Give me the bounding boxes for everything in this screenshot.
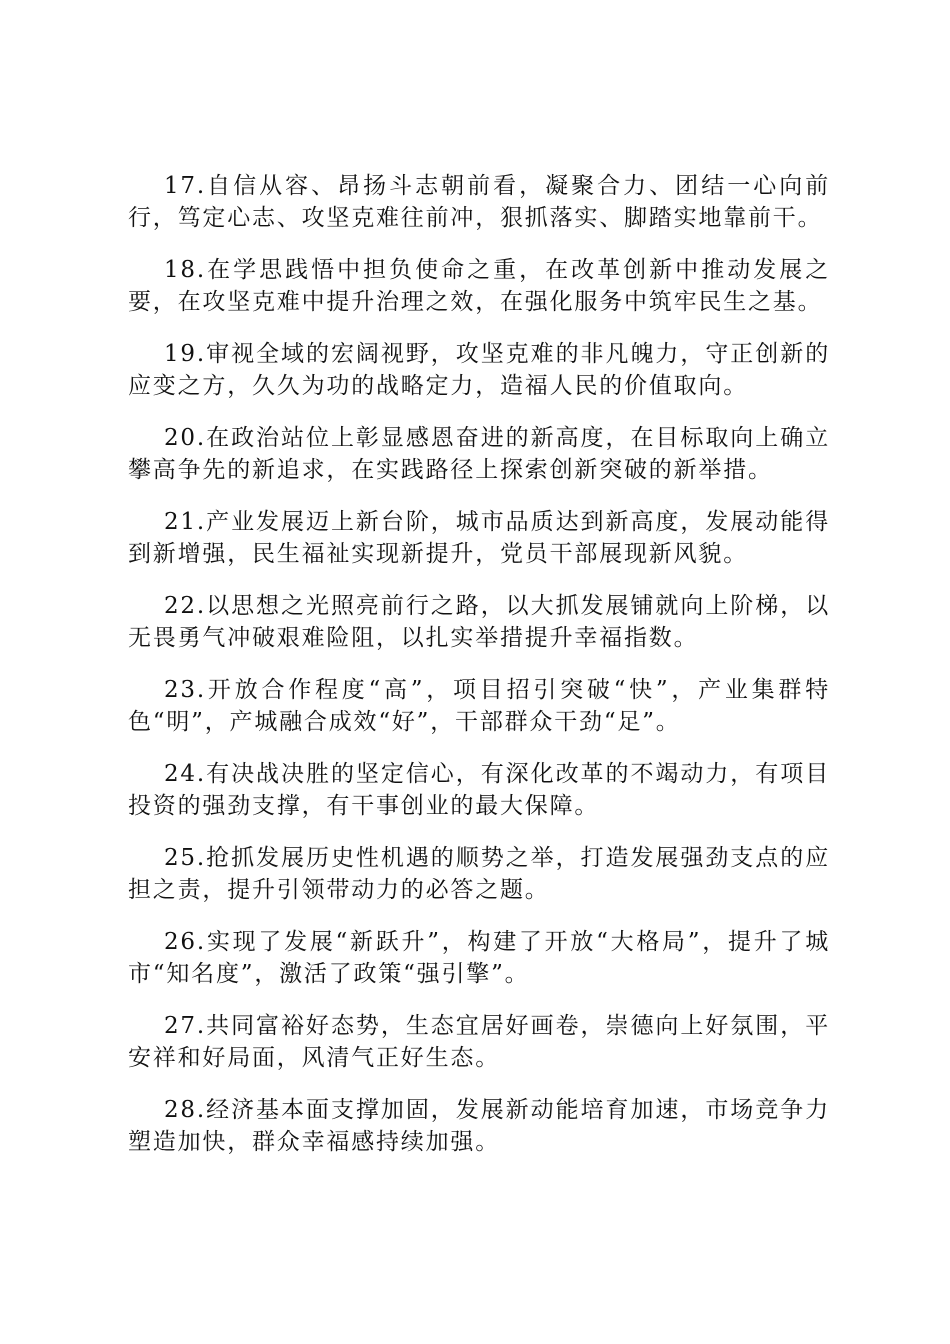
paragraph-25: 25.抢抓发展历史性机遇的顺势之举，打造发展强劲支点的应担之责，提升引领带动力的必答之题。 <box>128 845 830 903</box>
paragraph-23: 23.开放合作程度“高”，项目招引突破“快”，产业集群特色“明”，产城融合成效“好”，干部群众干劲“足”。 <box>128 677 830 735</box>
paragraph-24: 24.有决战决胜的坚定信心，有深化改革的不竭动力，有项目投资的强劲支撑，有干事创业的最大保障。 <box>128 761 830 819</box>
document-body <box>128 170 830 1178</box>
paragraph-28: 28.经济基本面支撑加固，发展新动能培育加速，市场竞争力塑造加快，群众幸福感持续加强。 <box>128 1097 830 1155</box>
paragraph-26: 26.实现了发展“新跃升”，构建了开放“大格局”，提升了城市“知名度”，激活了政策“强引擎”。 <box>128 929 830 987</box>
paragraph-27: 27.共同富裕好态势，生态宜居好画卷，崇德向上好氛围，平安祥和好局面，风清气正好生态。 <box>128 1013 830 1071</box>
paragraph-19: 19.审视全域的宏阔视野，攻坚克难的非凡魄力，守正创新的应变之方，久久为功的战略定力，造福人民的价值取向。 <box>128 341 830 399</box>
paragraph-18: 18.在学思践悟中担负使命之重，在改革创新中推动发展之要，在攻坚克难中提升治理之效，在强化服务中筑牢民生之基。 <box>128 257 830 315</box>
paragraph-22: 22.以思想之光照亮前行之路，以大抓发展铺就向上阶梯，以无畏勇气冲破艰难险阻，以扎实举措提升幸福指数。 <box>128 593 830 651</box>
paragraph-21: 21.产业发展迈上新台阶，城市品质达到新高度，发展动能得到新增强，民生福祉实现新提升，党员干部展现新风貌。 <box>128 509 830 567</box>
paragraph-20: 20.在政治站位上彰显感恩奋进的新高度，在目标取向上确立攀高争先的新追求，在实践路径上探索创新突破的新举措。 <box>128 425 830 483</box>
paragraph-17: 17.自信从容、昂扬斗志朝前看，凝聚合力、团结一心向前行，笃定心志、攻坚克难往前冲，狠抓落实、脚踏实地靠前干。 <box>128 173 830 231</box>
